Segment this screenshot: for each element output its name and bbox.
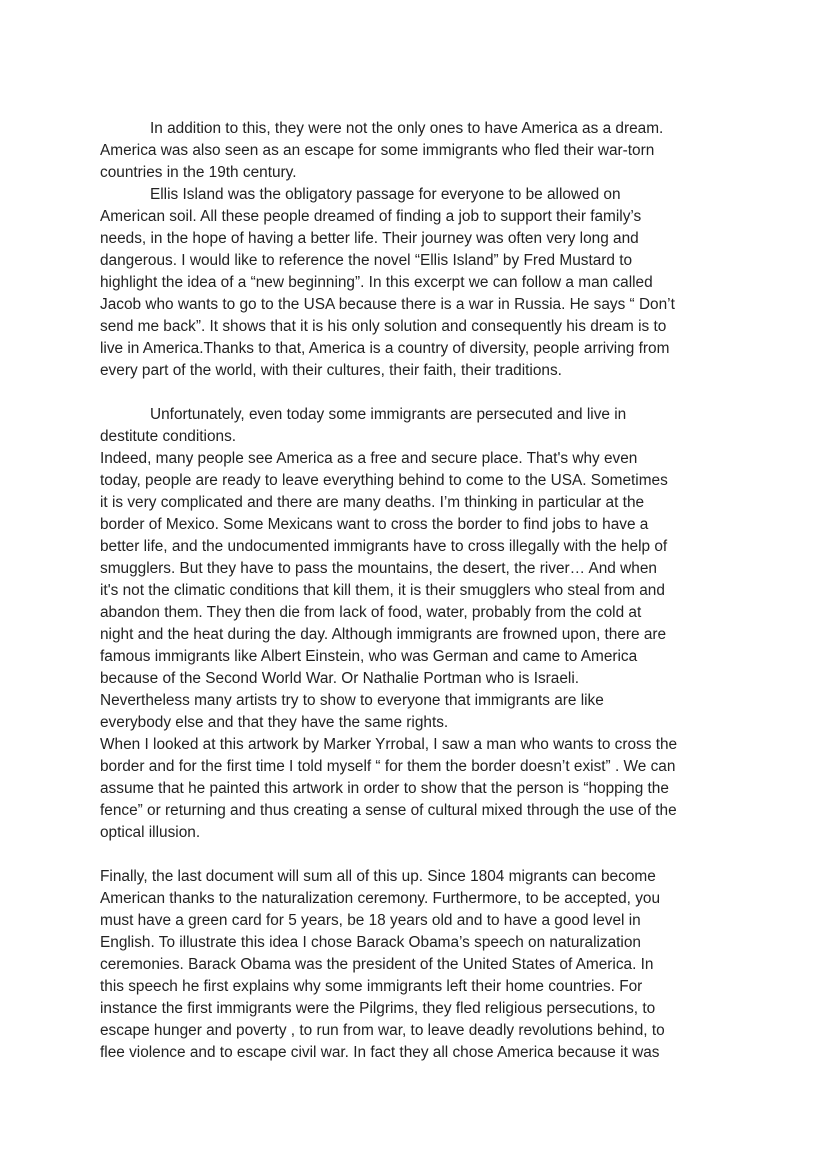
paragraph-ellis-island: Ellis Island was the obligatory passage for everyone to be allowed on American soil. All these people dreamed of finding a job to support their family’s needs, in the hope of having a better life. Their journey was often very long and dangerous. I would like to reference the novel “Ellis Island” by Fred Mustard to highlight the idea of a “new beginning”. In this excerpt we can follow a man called Jacob who wants to go to the USA because there is a war in Russia. He says “ Don’t send me back”. It shows that it is his only solution and consequently his dream is to live in America.Thanks to that, America is a country of diversity, people arriving from every part of the world, with their cultures, their faith, their traditions. [100,186,675,379]
paragraph-america-dream: In addition to this, they were not the only ones to have America as a dream. America was also seen as an escape for some immigrants who fled their war-torn countries in the 19th century. [100,120,664,181]
paragraph-persecuted-immigrants: Unfortunately, even today some immigrants are persecuted and live in destitute conditions. [100,406,627,445]
paragraph-naturalization: Finally, the last document will sum all of this up. Since 1804 migrants can become American thanks to the naturalization ceremony. Furthermore, to be accepted, you must have a green card for 5 years, be 18 years old and to have a good level in English. To illustrate this idea I chose Barack Obama’s speech on naturalization ceremonies. Barack Obama was the president of the United States of America. In this speech he first explains why some immigrants left their home countries. For instance the first immigrants were the Pilgrims, they fled religious persecutions, to escape hunger and poverty , to run from war, to leave deadly revolutions behind, to flee violence and to escape civil war. In fact they all chose America because it was [100,868,665,1061]
paragraph-mexico-border: Indeed, many people see America as a free and secure place. That's why even today, people are ready to leave everything behind to come to the USA. Sometimes it is very complicated and there are many deaths. I’m thinking in particular at the border of Mexico. Some Mexicans want to cross the border to find jobs to have a better life, and the undocumented immigrants have to cross illegally with the help of smugglers. But they have to pass the mountains, the desert, the river… And when it's not the climatic conditions that kill them, it is their smugglers who steal from and abandon them. They then die from lack of food, water, probably from the cold at night and the heat during the day. Although immigrants are frowned upon, there are famous immigrants like Albert Einstein, who was German and came to America because of the Second World War. Or Nathalie Portman who is Israeli. Nevertheless many artists try to show to everyone that immigrants are like everybody else and that they have the same rights. [100,450,668,731]
paragraph-artwork: When I looked at this artwork by Marker Yrrobal, I saw a man who wants to cross the border and for the first time I told myself “ for them the border doesn’t exist” . We can assume that he painted this artwork in order to show that the person is “hopping the fence” or returning and thus creating a sense of cultural mixed through the use of the optical illusion. [100,736,678,841]
paragraph-spacer [100,382,732,404]
paragraph-spacer [100,844,732,866]
